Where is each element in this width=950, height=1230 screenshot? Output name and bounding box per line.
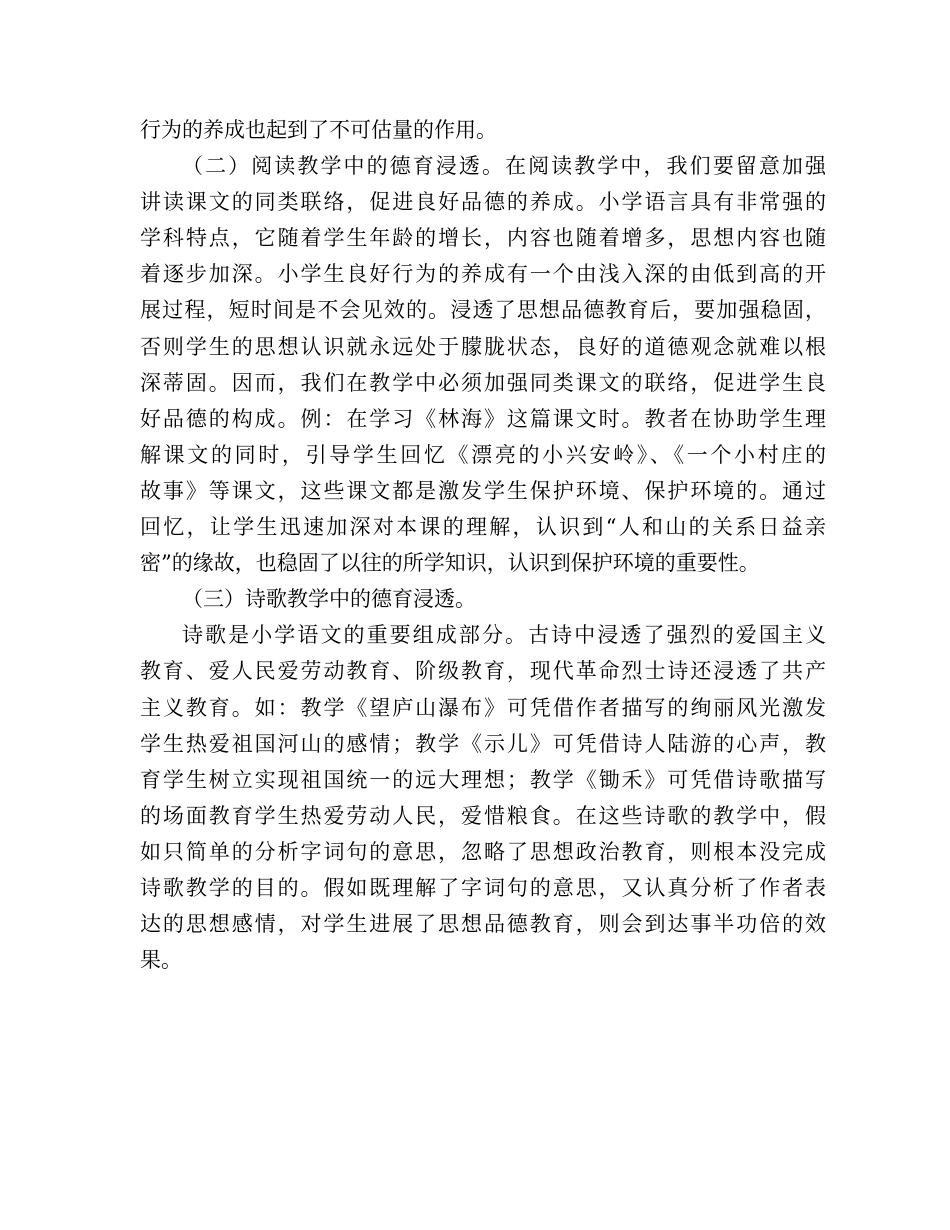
text-line: 诗歌教学的目的。假如既理解了字词句的意思，又认真分析了作者表	[140, 875, 826, 900]
paragraph-reading-teaching	[140, 148, 826, 581]
text-line: 学科特点，它随着学生年龄的增长，内容也随着增多，思想内容也随	[140, 226, 826, 251]
text-line: 果。	[140, 948, 182, 973]
text-line: 学生热爱祖国河山的感情；教学《示儿》可凭借诗人陆游的心声，教	[140, 731, 826, 756]
text-line: 的场面教育学生热爱劳动人民，爱惜粮食。在这些诗歌的教学中，假	[140, 803, 826, 828]
paragraph-continuation	[140, 112, 826, 148]
text-line: 行为的养成也起到了不可估量的作用。	[140, 118, 497, 142]
text-line: 如只简单的分析字词句的意思，忽略了思想政治教育，则根本没完成	[140, 839, 826, 864]
text-line: （三）诗歌教学中的德育浸透。	[182, 587, 476, 612]
text-line: 解课文的同时，引导学生回忆《漂亮的小兴安岭》、《一个小村庄的	[140, 442, 826, 467]
text-line: 深蒂固。因而，我们在教学中必须加强同类课文的联络，促进学生良	[140, 370, 826, 395]
text-line: 故事》等课文，这些课文都是激发学生保护环境、保护环境的。通过	[140, 478, 826, 503]
text-line: 教育、爱人民爱劳动教育、阶级教育，现代革命烈士诗还浸透了共产	[140, 659, 826, 684]
text-line: 好品德的构成。例：在学习《林海》这篇课文时。教者在协助学生理	[140, 406, 826, 431]
text-line: 密”的缘故，也稳固了以往的所学知识，认识到保护环境的重要性。	[140, 551, 760, 576]
text-line: 展过程，短时间是不会见效的。浸透了思想品德教育后，要加强稳固，	[140, 298, 826, 323]
text-line: 否则学生的思想认识就永远处于朦胧状态，良好的道德观念就难以根	[140, 334, 826, 359]
text-line: 回忆，让学生迅速加深对本课的理解，认识到“人和山的关系日益亲	[140, 515, 826, 540]
text-line: 着逐步加深。小学生良好行为的养成有一个由浅入深的由低到高的开	[140, 262, 826, 287]
text-line: （二）阅读教学中的德育浸透。在阅读教学中，我们要留意加强	[182, 154, 826, 179]
document-page	[140, 112, 826, 978]
section-heading-poetry	[140, 581, 826, 617]
text-line: 育学生树立实现祖国统一的远大理想；教学《锄禾》可凭借诗歌描写	[140, 767, 826, 792]
text-line: 诗歌是小学语文的重要组成部分。古诗中浸透了强烈的爱国主义	[182, 623, 826, 648]
text-line: 讲读课文的同类联络，促进良好品德的养成。小学语言具有非常强的	[140, 190, 826, 215]
text-line: 主义教育。如：教学《望庐山瀑布》可凭借作者描写的绚丽风光激发	[140, 695, 826, 720]
paragraph-poetry-teaching	[140, 617, 826, 978]
text-line: 达的思想感情，对学生进展了思想品德教育，则会到达事半功倍的效	[140, 912, 826, 937]
